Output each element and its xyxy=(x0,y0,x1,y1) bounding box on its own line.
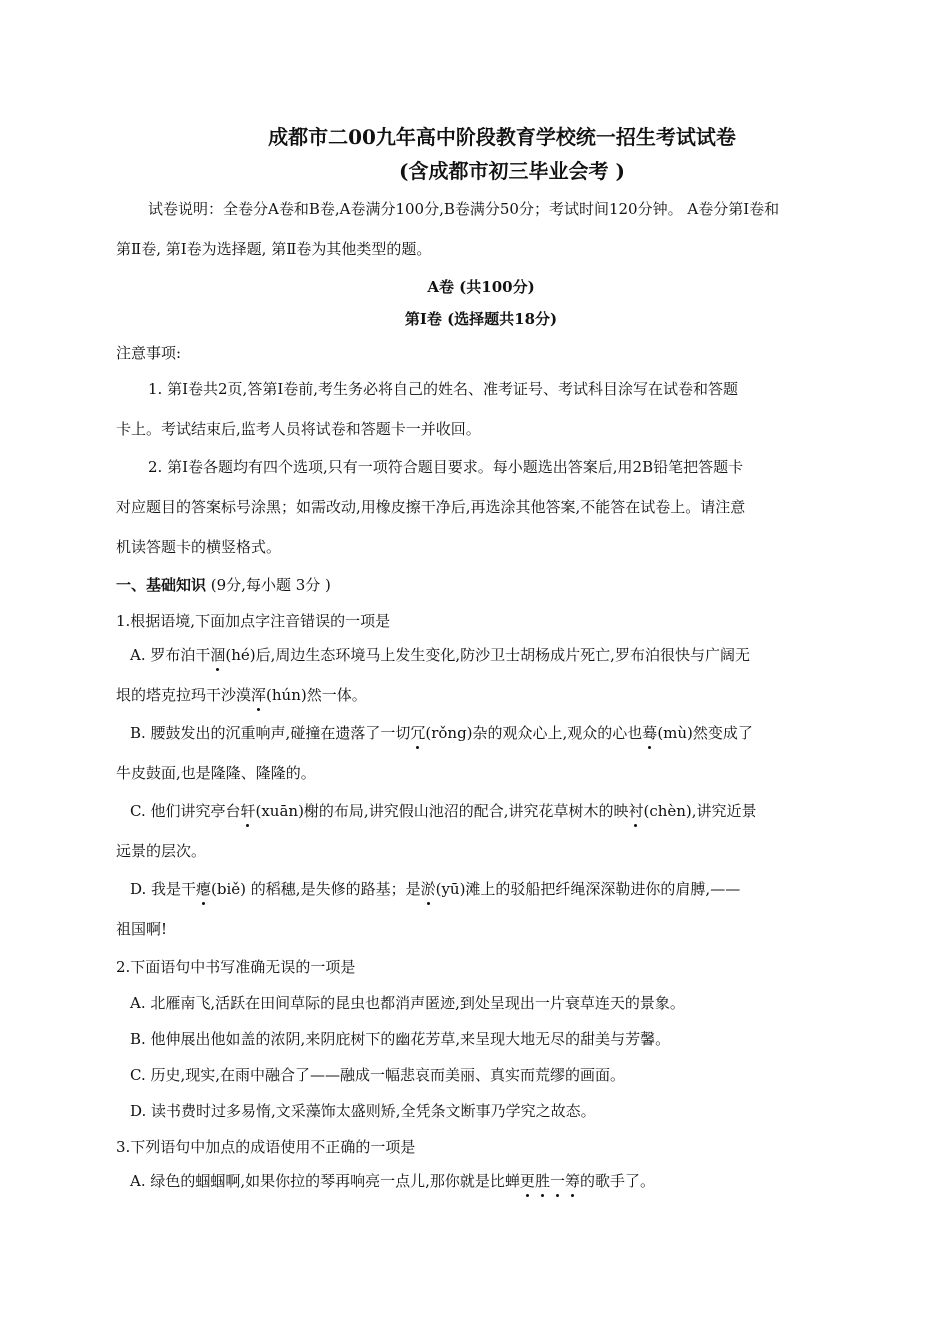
q3-a-dotted-char: 一 xyxy=(549,1172,565,1190)
q1-option-c-line-1 xyxy=(116,800,841,822)
q1-c-text: (xuān)榭的布局,讲究假山池沼的配合,讲究花草树木的映 xyxy=(255,802,629,820)
q1-a-text: 垠的塔克拉玛干沙漠 xyxy=(116,686,252,704)
q1-b-text: (rǒng)杂的观众心上,观众的心也 xyxy=(425,724,643,742)
section-1-label: 一、基础知识 xyxy=(116,576,207,594)
q1-d-text: (biě) 的稻穗,是失修的路基；是 xyxy=(211,880,421,898)
q1-d-dotted-char: 瘪 xyxy=(196,880,212,898)
intro-line-1: 试卷说明：全卷分A卷和B卷,A卷满分100分,B卷满分50分；考试时间120分钟。 A卷分第Ⅰ卷和 xyxy=(148,200,780,218)
q1-b-text: (mù)然变成了 xyxy=(657,724,753,742)
q1-b-text: B. 腰鼓发出的沉重响声,碰撞在遗落了一切 xyxy=(130,724,411,742)
q3-a-text: A. 绿色的蝈蝈啊,如果你拉的琴再响亮一点儿,那你就是比蝉 xyxy=(130,1172,520,1190)
q2-option-a: A. 北雁南飞,活跃在田间草际的昆虫也都消声匿迹,到处呈现出一片衰草连天的景象。 xyxy=(130,994,685,1012)
q3-a-text: 的歌手了。 xyxy=(579,1172,655,1190)
q1-a-text: (hé)后,周边生态环境马上发生变化,防沙卫士胡杨成片死亡,罗布泊很快与广阔无 xyxy=(225,646,750,664)
q3-a-dotted-idiom xyxy=(520,1172,580,1190)
q1-option-a-line-1 xyxy=(116,644,841,666)
q3-stem: 3.下列语句中加点的成语使用不正确的一项是 xyxy=(116,1138,416,1156)
q1-option-c-line-2: 远景的层次。 xyxy=(116,842,207,860)
note-1-line-1: 1. 第Ⅰ卷共2页,答第Ⅰ卷前,考生务必将自己的姓名、准考证号、考试科目涂写在试卷和答题 xyxy=(148,380,739,398)
q1-a-dotted-char: 涸 xyxy=(210,646,226,664)
q1-c-dotted-char: 轩 xyxy=(240,802,256,820)
q1-d-dotted-char: 淤 xyxy=(420,880,436,898)
notice-label: 注意事项: xyxy=(116,344,182,362)
intro-line-2: 第Ⅱ卷, 第Ⅰ卷为选择题, 第Ⅱ卷为其他类型的题。 xyxy=(116,240,432,258)
note-2-line-3: 机读答题卡的横竖格式。 xyxy=(116,538,282,556)
q1-d-text: D. 我是干 xyxy=(130,880,197,898)
q3-a-dotted-char: 更 xyxy=(519,1172,535,1190)
q3-a-dotted-char: 筹 xyxy=(564,1172,580,1190)
note-2-line-1: 2. 第Ⅰ卷各题均有四个选项,只有一项符合题目要求。每小题选出答案后,用2B铅笔把答题卡 xyxy=(148,458,744,476)
q1-option-d-line-1 xyxy=(116,878,841,900)
q1-c-text: C. 他们讲究亭台 xyxy=(130,802,241,820)
exam-subtitle: (含成都市初三毕业会考 ) xyxy=(399,159,625,183)
q1-b-dotted-char: 蓦 xyxy=(642,724,658,742)
q3-a-dotted-char: 胜 xyxy=(534,1172,550,1190)
q2-stem: 2.下面语句中书写准确无误的一项是 xyxy=(116,958,356,976)
q1-stem: 1.根据语境,下面加点字注音错误的一项是 xyxy=(116,612,391,630)
q3-option-a xyxy=(116,1170,841,1192)
q1-option-b-line-2: 牛皮鼓面,也是隆隆、隆隆的。 xyxy=(116,764,316,782)
q1-a-dotted-char: 浑 xyxy=(251,686,267,704)
q2-option-b: B. 他伸展出他如盖的浓阴,来阴庇树下的幽花芳草,来呈现大地无尽的甜美与芳馨。 xyxy=(130,1030,671,1048)
q2-option-d: D. 读书费时过多易惰,文采藻饰太盛则矫,全凭条文断事乃学究之故态。 xyxy=(130,1102,596,1120)
exam-title: 成都市二00九年高中阶段教育学校统一招生考试试卷 xyxy=(268,125,736,149)
q1-option-b-line-1 xyxy=(116,722,841,744)
part-1-heading: 第Ⅰ卷 (选择题共18分) xyxy=(404,310,558,328)
q1-b-dotted-char: 冗 xyxy=(410,724,426,742)
note-1-line-2: 卡上。考试结束后,监考人员将试卷和答题卡一并收回。 xyxy=(116,420,481,438)
q1-a-text: (hún)然一体。 xyxy=(266,686,367,704)
q1-c-dotted-char: 衬 xyxy=(628,802,644,820)
section-a-heading: A卷 (共100分) xyxy=(427,278,535,296)
q1-d-text: (yū)滩上的驳船把纤绳深深勒进你的肩膊,—— xyxy=(435,880,741,898)
q1-c-text: (chèn),讲究近景 xyxy=(643,802,757,820)
q1-a-text: A. 罗布泊干 xyxy=(130,646,211,664)
note-2-line-2: 对应题目的答案标号涂黑；如需改动,用橡皮擦干净后,再选涂其他答案,不能答在试卷上。请注意 xyxy=(116,498,746,516)
q1-option-a-line-2 xyxy=(116,684,841,706)
q2-option-c: C. 历史,现实,在雨中融合了——融成一幅悲哀而美丽、真实而荒缪的画面。 xyxy=(130,1066,626,1084)
section-1-heading xyxy=(116,574,841,596)
section-1-detail: (9分,每小题 3分 ) xyxy=(206,576,331,594)
q1-option-d-line-2: 祖国啊! xyxy=(116,920,168,938)
